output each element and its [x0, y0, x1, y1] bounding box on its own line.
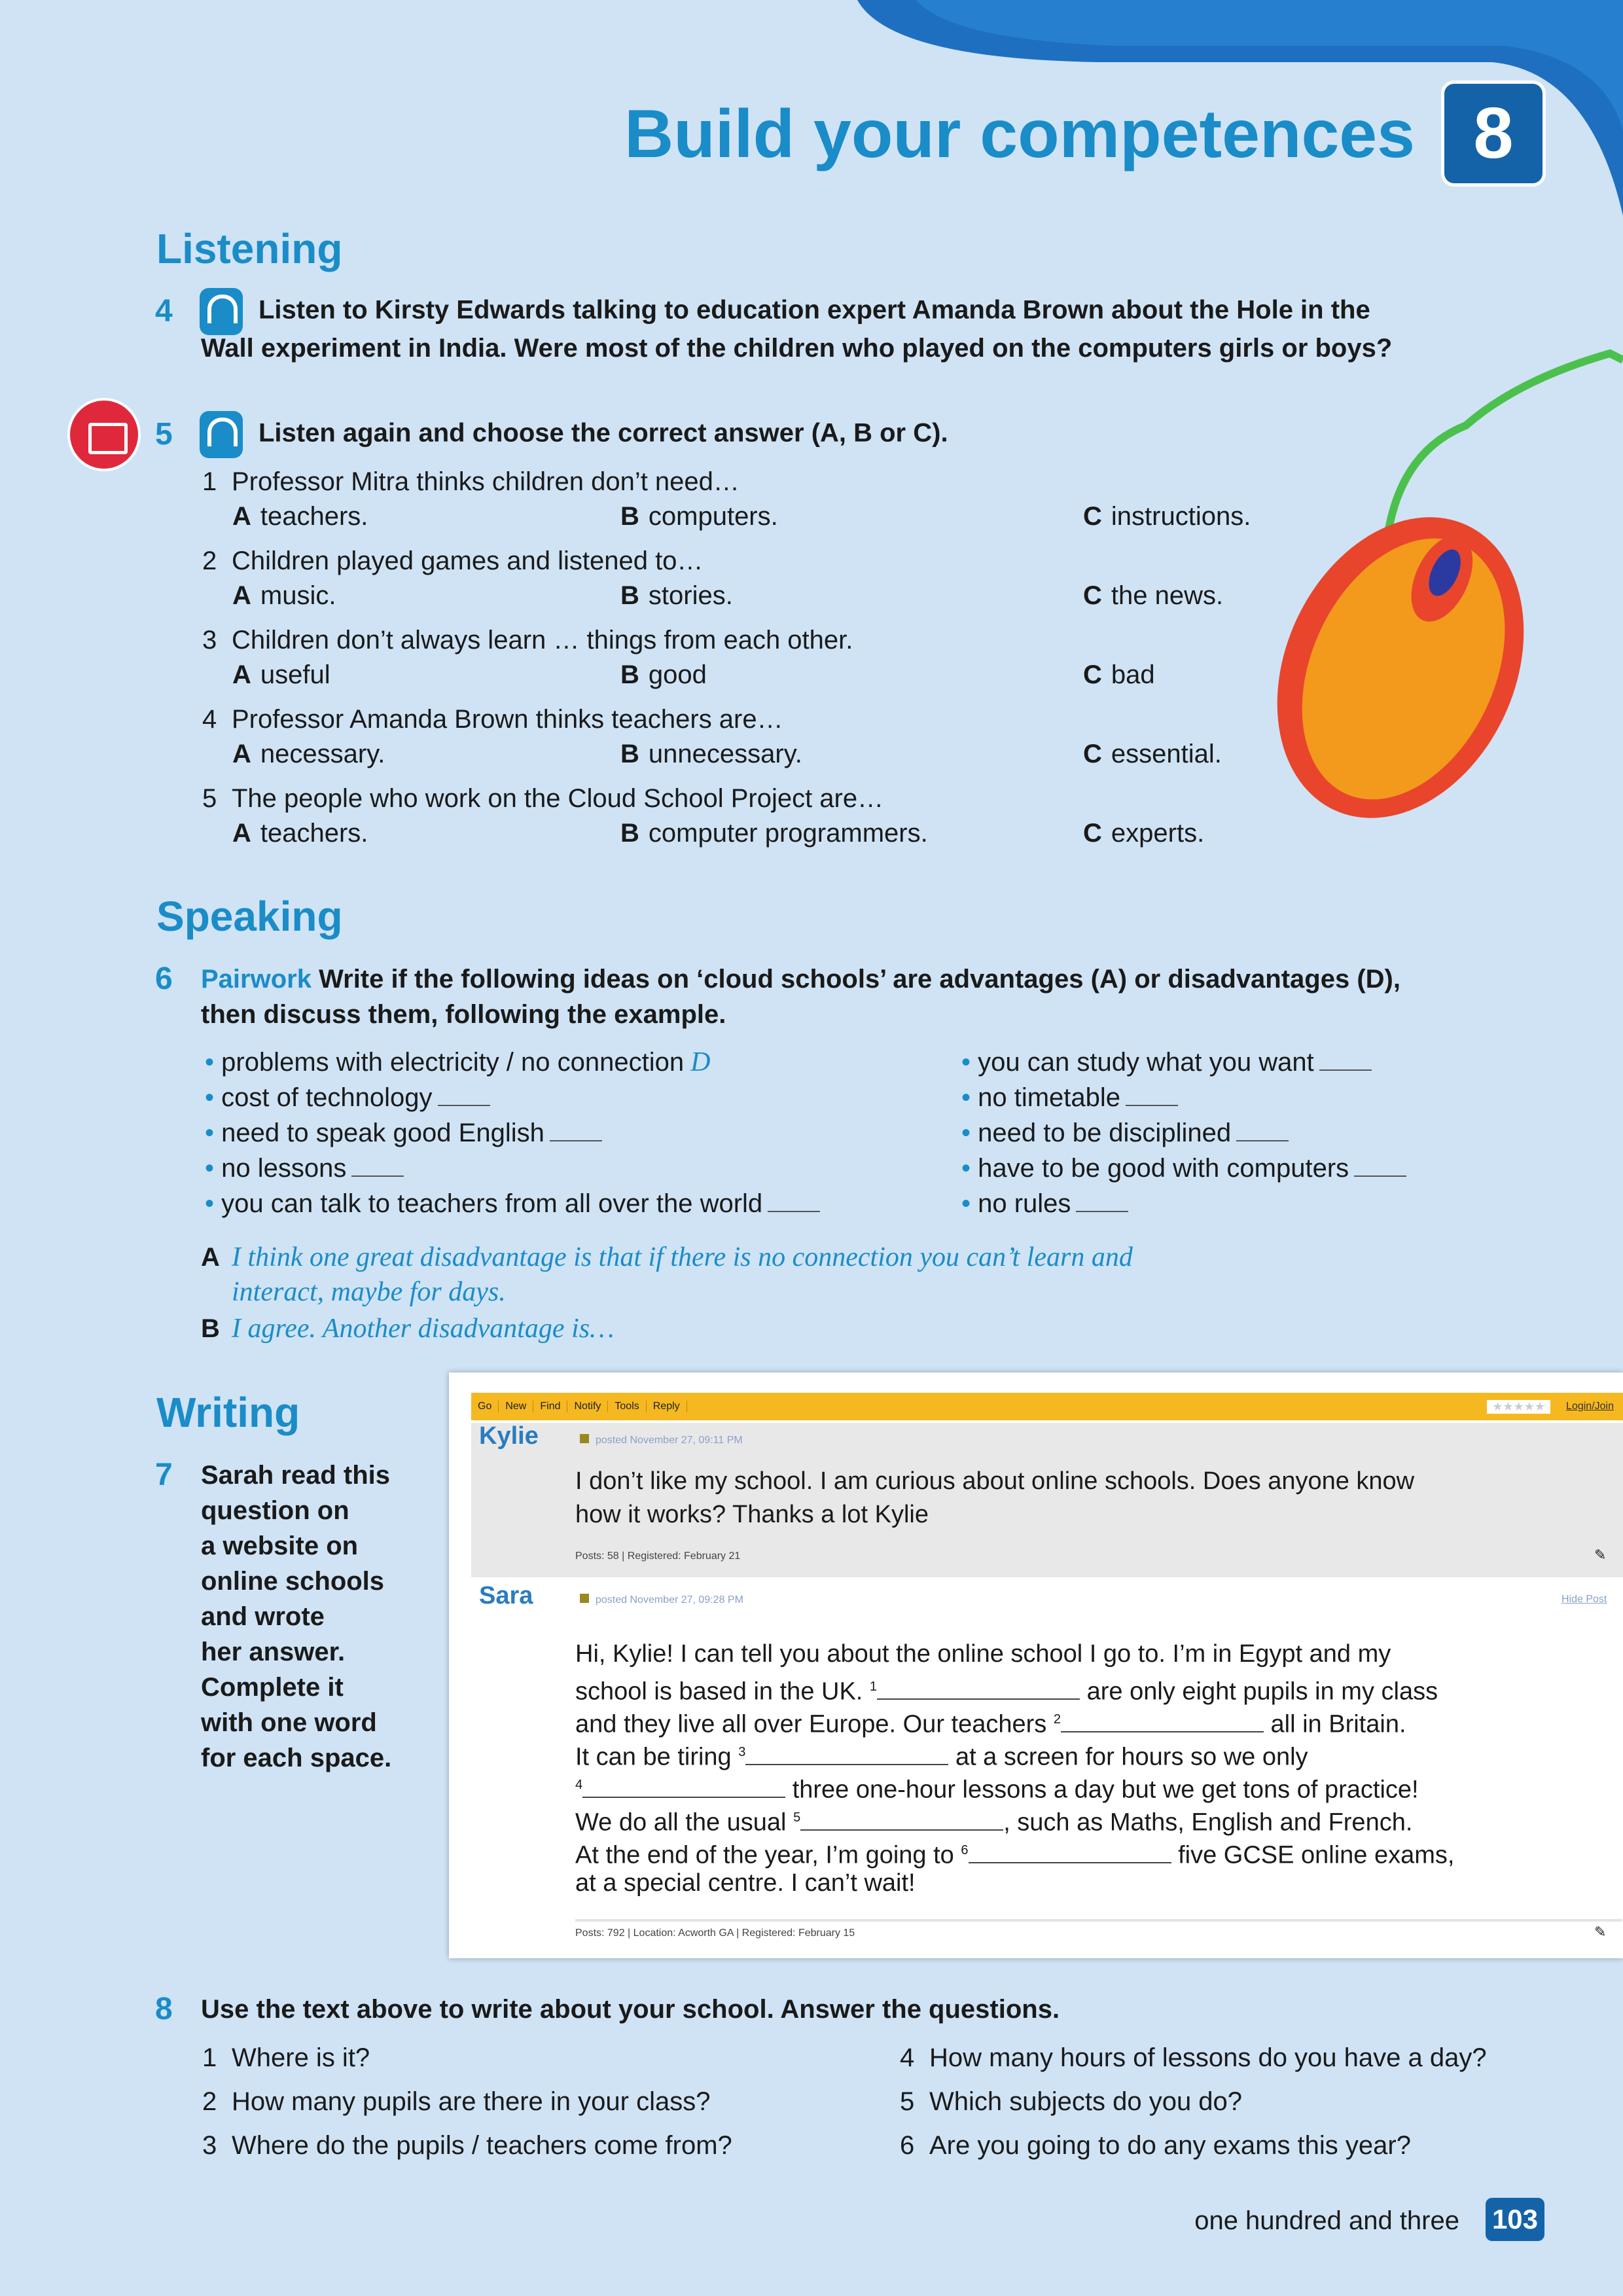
ex6-line1 — [201, 961, 1400, 997]
option-text: experts. — [1111, 819, 1205, 848]
answer-blank[interactable] — [1126, 1085, 1178, 1106]
quote-icon[interactable]: ✎ — [1594, 1547, 1607, 1563]
post-date: posted November 27, 09:28 PM — [580, 1594, 743, 1606]
option-text: computer programmers. — [648, 819, 928, 848]
question-text: How many pupils are there in your class? — [232, 2087, 711, 2116]
idea-text: you can study what you want — [978, 1048, 1314, 1077]
ex7-line: and wrote — [201, 1602, 325, 1631]
option-letter: A — [232, 660, 251, 689]
answer-blank[interactable] — [550, 1121, 602, 1141]
option-c[interactable] — [1083, 736, 1222, 772]
computer-mouse-illustration — [1270, 340, 1623, 864]
post-line: We do all the usual $^5$ , such as Maths, English and French. — [575, 1808, 1413, 1837]
exercise-6-number: 6 — [155, 961, 173, 996]
dialogue-a-line1: I think one great disadvantage is that if there is no connection you can’t learn and — [232, 1242, 1133, 1272]
dialogue-a-label: A — [201, 1243, 220, 1272]
quote-icon[interactable]: ✎ — [1594, 1924, 1607, 1940]
idea-item — [961, 1115, 1289, 1151]
question-text: The people who work on the Cloud School Project are… — [232, 784, 884, 813]
video-icon[interactable] — [67, 398, 141, 471]
option-letter: B — [620, 740, 639, 768]
option-text: teachers. — [260, 502, 368, 531]
idea-text: need to be disciplined — [978, 1119, 1232, 1147]
writing-heading: Writing — [156, 1389, 300, 1436]
gap-1[interactable] — [877, 1679, 1080, 1700]
rating-stars[interactable]: ★★★★★ — [1487, 1400, 1550, 1414]
bullet-icon: • — [205, 1189, 222, 1218]
idea-text: no lessons — [221, 1154, 347, 1183]
idea-item — [205, 1186, 820, 1221]
question-text: Professor Amanda Brown thinks teachers are… — [232, 705, 783, 734]
toolbar-tools[interactable]: Tools — [608, 1401, 646, 1412]
idea-item — [961, 1080, 1178, 1115]
option-letter: B — [620, 660, 639, 689]
gap-5[interactable] — [800, 1810, 1003, 1831]
question-number: 3 — [202, 626, 217, 655]
option-text: bad — [1111, 660, 1155, 689]
question-number: 4 — [202, 705, 217, 734]
question-text: Children don’t always learn … things from each other. — [232, 626, 853, 655]
ex8-instruction: Use the text above to write about your school. Answer the questions. — [201, 1995, 1060, 2024]
option-text: computers. — [648, 502, 778, 531]
option-b[interactable] — [620, 657, 707, 692]
bullet-icon: • — [961, 1083, 978, 1112]
bullet-icon: • — [205, 1154, 222, 1183]
option-letter: C — [1083, 502, 1102, 531]
headphones-icon[interactable] — [200, 411, 243, 458]
answer-blank[interactable] — [1354, 1156, 1406, 1177]
idea-text: cost of technology — [221, 1083, 433, 1112]
bullet-icon: • — [961, 1154, 978, 1183]
idea-text: problems with electricity / no connection — [221, 1048, 685, 1077]
option-letter: B — [620, 502, 639, 531]
option-text: teachers. — [260, 819, 368, 848]
gap-2[interactable] — [1061, 1712, 1264, 1732]
gap-6[interactable] — [969, 1842, 1171, 1863]
option-letter: C — [1083, 660, 1102, 689]
ex7-line: Complete it — [201, 1673, 344, 1702]
post-text-line2: how it works? Thanks a lot Kylie — [575, 1501, 929, 1528]
option-a[interactable] — [232, 736, 385, 772]
question-text: Which subjects do you do? — [929, 2087, 1243, 2116]
idea-item — [205, 1045, 710, 1080]
option-letter: A — [232, 740, 251, 768]
option-text: necessary. — [260, 740, 385, 768]
gap-4[interactable] — [582, 1777, 785, 1798]
option-letter: A — [232, 502, 251, 531]
option-text: good — [648, 660, 707, 689]
bullet-icon: • — [205, 1119, 222, 1147]
toolbar-find[interactable]: Find — [533, 1401, 567, 1412]
question-number: 1 — [202, 2043, 217, 2072]
option-letter: C — [1083, 581, 1102, 610]
option-b[interactable] — [620, 578, 733, 613]
question-text: Are you going to do any exams this year? — [929, 2131, 1411, 2160]
forum-toolbar — [471, 1393, 1623, 1420]
option-letter: B — [620, 581, 639, 610]
question-text: Where do the pupils / teachers come from? — [232, 2131, 732, 2160]
exercise-7-number: 7 — [155, 1458, 173, 1492]
idea-item — [961, 1045, 1372, 1080]
answer-blank[interactable] — [351, 1156, 404, 1177]
option-c[interactable] — [1083, 499, 1251, 534]
question-text: Professor Mitra thinks children don’t need… — [232, 467, 740, 496]
post-line: school is based in the UK. $^1$ are only eight pupils in my class — [575, 1677, 1438, 1706]
exercise-5-number: 5 — [155, 417, 173, 452]
question-text: Where is it? — [232, 2043, 370, 2072]
post-line: $^4$ three one-hour lessons a day but we get tons of practice! — [575, 1776, 1419, 1804]
ex6-line2: then discuss them, following the example. — [201, 1000, 726, 1029]
answer-blank[interactable] — [438, 1085, 490, 1106]
ex7-line: Sarah read this — [201, 1461, 391, 1490]
option-text: essential. — [1111, 740, 1222, 768]
option-text: unnecessary. — [648, 740, 802, 768]
ex5-text: Listen again and choose the correct answer (A, B or C). — [259, 418, 948, 448]
post-line: and they live all over Europe. Our teachers $^2$ all in Britain. — [575, 1710, 1406, 1738]
option-letter: A — [232, 819, 251, 848]
question-number: 1 — [202, 467, 217, 496]
idea-text: no rules — [978, 1189, 1071, 1218]
ex7-line: for each space. — [201, 1744, 392, 1772]
idea-item — [205, 1151, 404, 1186]
post-text-line1: I don’t like my school. I am curious about online schools. Does anyone know — [575, 1467, 1415, 1495]
unit-badge: 8 — [1441, 81, 1546, 187]
option-text: music. — [260, 581, 336, 610]
bullet-icon: • — [205, 1083, 222, 1112]
ex4-line1: Listen to Kirsty Edwards talking to education expert Amanda Brown about the Hole in the — [259, 295, 1370, 325]
post-footer: Posts: 792 | Location: Acworth GA | Registered: February 15 — [575, 1928, 855, 1939]
question-number: 2 — [202, 2087, 217, 2116]
example-answer: D — [690, 1047, 711, 1077]
question-number: 2 — [202, 547, 217, 575]
option-b[interactable] — [620, 736, 802, 772]
toolbar-go[interactable]: Go — [471, 1401, 499, 1412]
option-c[interactable] — [1083, 657, 1155, 692]
question-number: 6 — [900, 2131, 915, 2160]
headphones-icon[interactable] — [200, 288, 243, 335]
page-number-words: one hundred and three — [1194, 2206, 1459, 2235]
ex4-line2: Wall experiment in India. Were most of the children who played on the computers girls or boys? — [201, 334, 1393, 363]
bullet-icon: • — [961, 1119, 978, 1147]
post-icon — [580, 1594, 589, 1603]
bullet-icon: • — [961, 1048, 978, 1077]
post-icon — [580, 1434, 589, 1443]
option-letter: C — [1083, 819, 1102, 848]
idea-text: no timetable — [978, 1083, 1121, 1112]
option-letter: B — [620, 819, 639, 848]
login-link[interactable]: Login/Join — [1566, 1401, 1614, 1412]
question-number: 5 — [900, 2087, 915, 2116]
page-number: 103 — [1486, 2198, 1544, 2241]
idea-item — [961, 1151, 1406, 1186]
idea-text: have to be good with computers — [978, 1154, 1349, 1183]
question-text: How many hours of lessons do you have a day? — [929, 2043, 1487, 2072]
gap-3[interactable] — [745, 1744, 948, 1765]
exercise-5-instruction — [200, 411, 948, 458]
idea-text: need to speak good English — [221, 1119, 544, 1147]
option-letter: C — [1083, 740, 1102, 768]
dialogue-b-line: I agree. Another disadvantage is… — [232, 1314, 615, 1344]
question-number: 5 — [202, 784, 217, 813]
post-author[interactable]: Kylie — [479, 1422, 539, 1450]
bullet-icon: • — [961, 1189, 978, 1218]
divider — [575, 1919, 1622, 1922]
exercise-4-number: 4 — [155, 294, 173, 329]
post-line: at a special centre. I can’t wait! — [575, 1869, 916, 1897]
answer-blank[interactable] — [1319, 1050, 1372, 1071]
ex7-line: a website on — [201, 1532, 359, 1560]
ex7-line: her answer. — [201, 1638, 346, 1666]
pairwork-label: Pairwork — [201, 965, 312, 994]
idea-item — [961, 1186, 1128, 1221]
toolbar-notify[interactable]: Notify — [567, 1401, 608, 1412]
page-title: Build your competences — [624, 96, 1415, 172]
ex7-line: question on — [201, 1496, 349, 1525]
option-letter: A — [232, 581, 251, 610]
option-text: stories. — [648, 581, 733, 610]
post-footer: Posts: 58 | Registered: February 21 — [575, 1551, 741, 1562]
option-b[interactable] — [620, 499, 778, 534]
post-line: Hi, Kylie! I can tell you about the online school I go to. I’m in Egypt and my — [575, 1640, 1391, 1668]
post-date: posted November 27, 09:11 PM — [580, 1434, 743, 1446]
speaking-heading: Speaking — [156, 893, 343, 940]
bullet-icon: • — [205, 1048, 222, 1077]
toolbar-new[interactable]: New — [499, 1401, 533, 1412]
option-c[interactable] — [1083, 816, 1204, 851]
post-line: It can be tiring $^3$ at a screen for hours so we only — [575, 1743, 1308, 1771]
idea-item — [205, 1080, 490, 1115]
idea-item — [205, 1115, 602, 1151]
answer-blank[interactable] — [1236, 1121, 1289, 1141]
post-line: At the end of the year, I’m going to $^6$ five GCSE online exams, — [575, 1841, 1455, 1869]
ex7-line: with one word — [201, 1708, 377, 1737]
exercise-4-instruction — [200, 288, 1370, 335]
option-text: instructions. — [1111, 502, 1251, 531]
question-text: Children played games and listened to… — [232, 547, 704, 575]
option-text: the news. — [1111, 581, 1224, 610]
option-c[interactable] — [1083, 578, 1223, 613]
option-b[interactable] — [620, 816, 928, 851]
toolbar-reply[interactable]: Reply — [647, 1401, 687, 1412]
dialogue-a-line2: interact, maybe for days. — [232, 1277, 506, 1307]
post-author[interactable]: Sara — [479, 1582, 533, 1609]
option-a[interactable] — [232, 657, 330, 692]
exercise-8-number: 8 — [155, 1992, 173, 2026]
question-number: 3 — [202, 2131, 217, 2160]
option-a[interactable] — [232, 816, 368, 851]
dialogue-b-label: B — [201, 1314, 220, 1343]
ex6-text: Write if the following ideas on ‘cloud schools’ are advantages (A) or disadvantages (D), — [319, 965, 1400, 994]
forum-screenshot — [449, 1372, 1623, 1958]
ex7-line: online schools — [201, 1567, 385, 1596]
answer-blank[interactable] — [1076, 1191, 1128, 1212]
question-number: 4 — [900, 2043, 915, 2072]
option-a[interactable] — [232, 499, 368, 534]
option-text: useful — [260, 660, 330, 689]
option-a[interactable] — [232, 578, 336, 613]
answer-blank[interactable] — [768, 1191, 820, 1212]
listening-heading: Listening — [156, 225, 343, 272]
idea-text: you can talk to teachers from all over the world — [221, 1189, 763, 1218]
hide-post-link[interactable]: Hide Post — [1561, 1594, 1607, 1605]
